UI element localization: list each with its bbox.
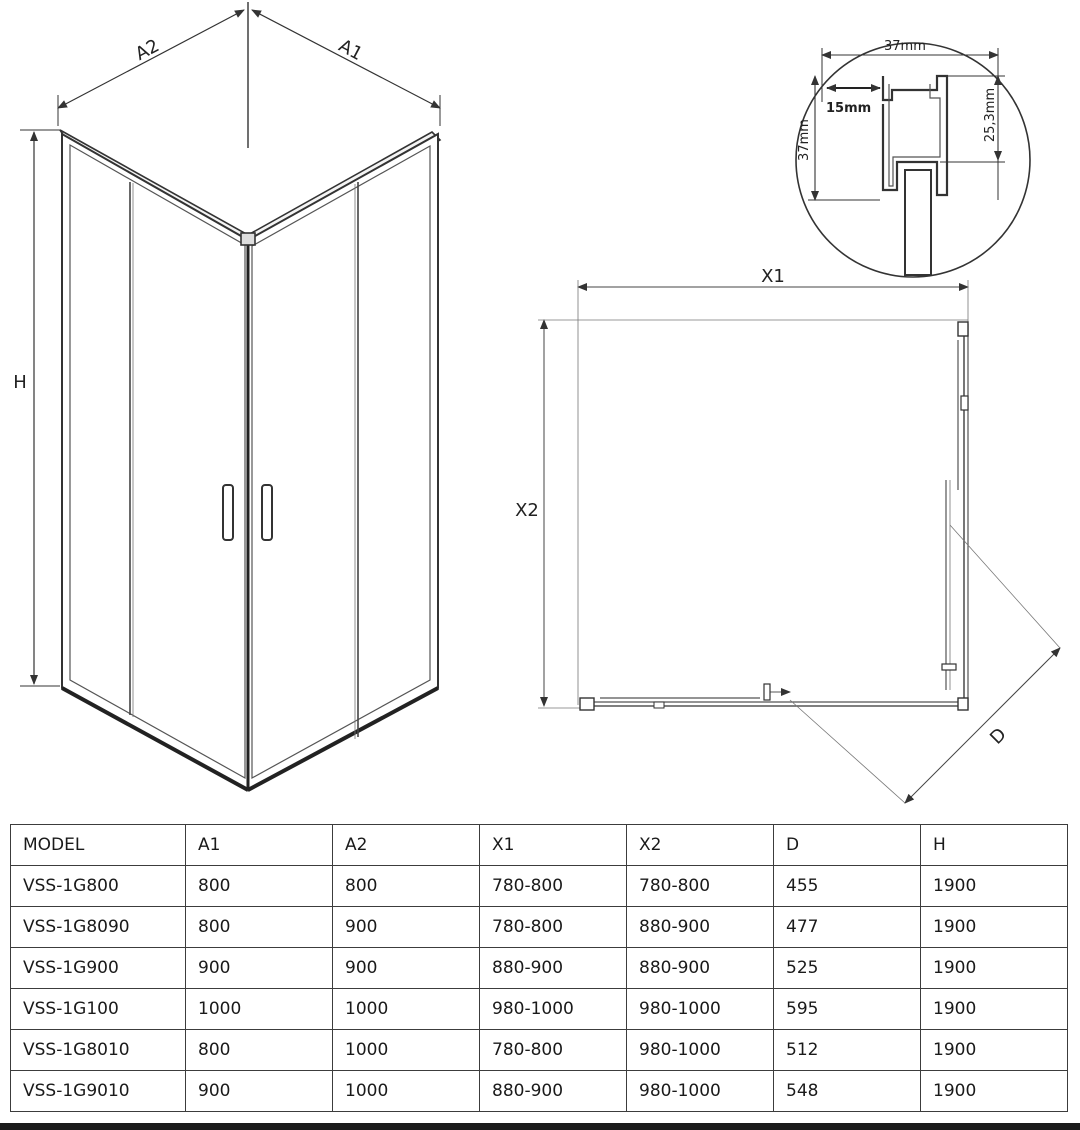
cell-a1: 800 — [186, 1030, 333, 1071]
label-a2: A2 — [131, 35, 163, 65]
cell-x2: 880-900 — [627, 907, 774, 948]
cell-a2: 1000 — [333, 989, 480, 1030]
cell-h: 1900 — [921, 866, 1068, 907]
cell-a1: 800 — [186, 866, 333, 907]
cell-h: 1900 — [921, 1071, 1068, 1112]
label-x2: X2 — [515, 500, 539, 521]
dimension-a2 — [58, 10, 244, 126]
bottom-bar — [0, 1123, 1080, 1130]
label-height-right: 25,3mm — [983, 87, 998, 143]
cell-model: VSS-1G8090 — [11, 907, 186, 948]
header-x1: X1 — [480, 825, 627, 866]
cell-x1: 780-800 — [480, 866, 627, 907]
cell-x2: 780-800 — [627, 866, 774, 907]
cell-x2: 980-1000 — [627, 1030, 774, 1071]
table-row — [11, 907, 1068, 948]
cell-a1: 1000 — [186, 989, 333, 1030]
cell-x1: 880-900 — [480, 1071, 627, 1112]
label-width-inner: 15mm — [826, 101, 872, 116]
header-a2: A2 — [333, 825, 480, 866]
cell-d: 595 — [774, 989, 921, 1030]
table-row — [11, 989, 1068, 1030]
cell-x1: 780-800 — [480, 907, 627, 948]
cell-d: 525 — [774, 948, 921, 989]
label-d: D — [986, 724, 1011, 749]
cell-a2: 1000 — [333, 1030, 480, 1071]
cell-h: 1900 — [921, 1030, 1068, 1071]
table-row — [11, 1030, 1068, 1071]
cell-model: VSS-1G900 — [11, 948, 186, 989]
cell-x1: 980-1000 — [480, 989, 627, 1030]
cell-a1: 900 — [186, 1071, 333, 1112]
profile-detail — [796, 39, 1030, 277]
cell-a1: 900 — [186, 948, 333, 989]
cell-a2: 1000 — [333, 1071, 480, 1112]
cell-x2: 880-900 — [627, 948, 774, 989]
cell-model: VSS-1G8010 — [11, 1030, 186, 1071]
cell-a2: 800 — [333, 866, 480, 907]
label-x1: X1 — [761, 266, 785, 287]
label-h: H — [13, 372, 27, 393]
header-x2: X2 — [627, 825, 774, 866]
cell-h: 1900 — [921, 948, 1068, 989]
table-row — [11, 948, 1068, 989]
header-a1: A1 — [186, 825, 333, 866]
cell-model: VSS-1G100 — [11, 989, 186, 1030]
cell-d: 477 — [774, 907, 921, 948]
plan-view — [538, 280, 1060, 803]
cell-model: VSS-1G9010 — [11, 1071, 186, 1112]
cell-x1: 880-900 — [480, 948, 627, 989]
table-header-row — [11, 825, 1068, 866]
cell-h: 1900 — [921, 907, 1068, 948]
cell-a1: 800 — [186, 907, 333, 948]
spec-table-container — [10, 824, 1070, 1112]
spec-table — [10, 824, 1068, 1112]
table-row — [11, 1071, 1068, 1112]
cell-x2: 980-1000 — [627, 989, 774, 1030]
dimension-a1 — [252, 10, 440, 126]
label-width-total: 37mm — [884, 39, 926, 54]
cell-x2: 980-1000 — [627, 1071, 774, 1112]
cell-d: 548 — [774, 1071, 921, 1112]
cell-d: 455 — [774, 866, 921, 907]
cell-a2: 900 — [333, 907, 480, 948]
label-height-left: 37mm — [797, 119, 812, 161]
label-a1: A1 — [335, 35, 367, 65]
table-row — [11, 866, 1068, 907]
cell-d: 512 — [774, 1030, 921, 1071]
header-d: D — [774, 825, 921, 866]
cell-x1: 780-800 — [480, 1030, 627, 1071]
cell-model: VSS-1G800 — [11, 866, 186, 907]
cell-a2: 900 — [333, 948, 480, 989]
cell-h: 1900 — [921, 989, 1068, 1030]
dimension-h — [13, 130, 60, 686]
isometric-enclosure — [60, 130, 440, 790]
header-h: H — [921, 825, 1068, 866]
header-model: MODEL — [11, 825, 186, 866]
